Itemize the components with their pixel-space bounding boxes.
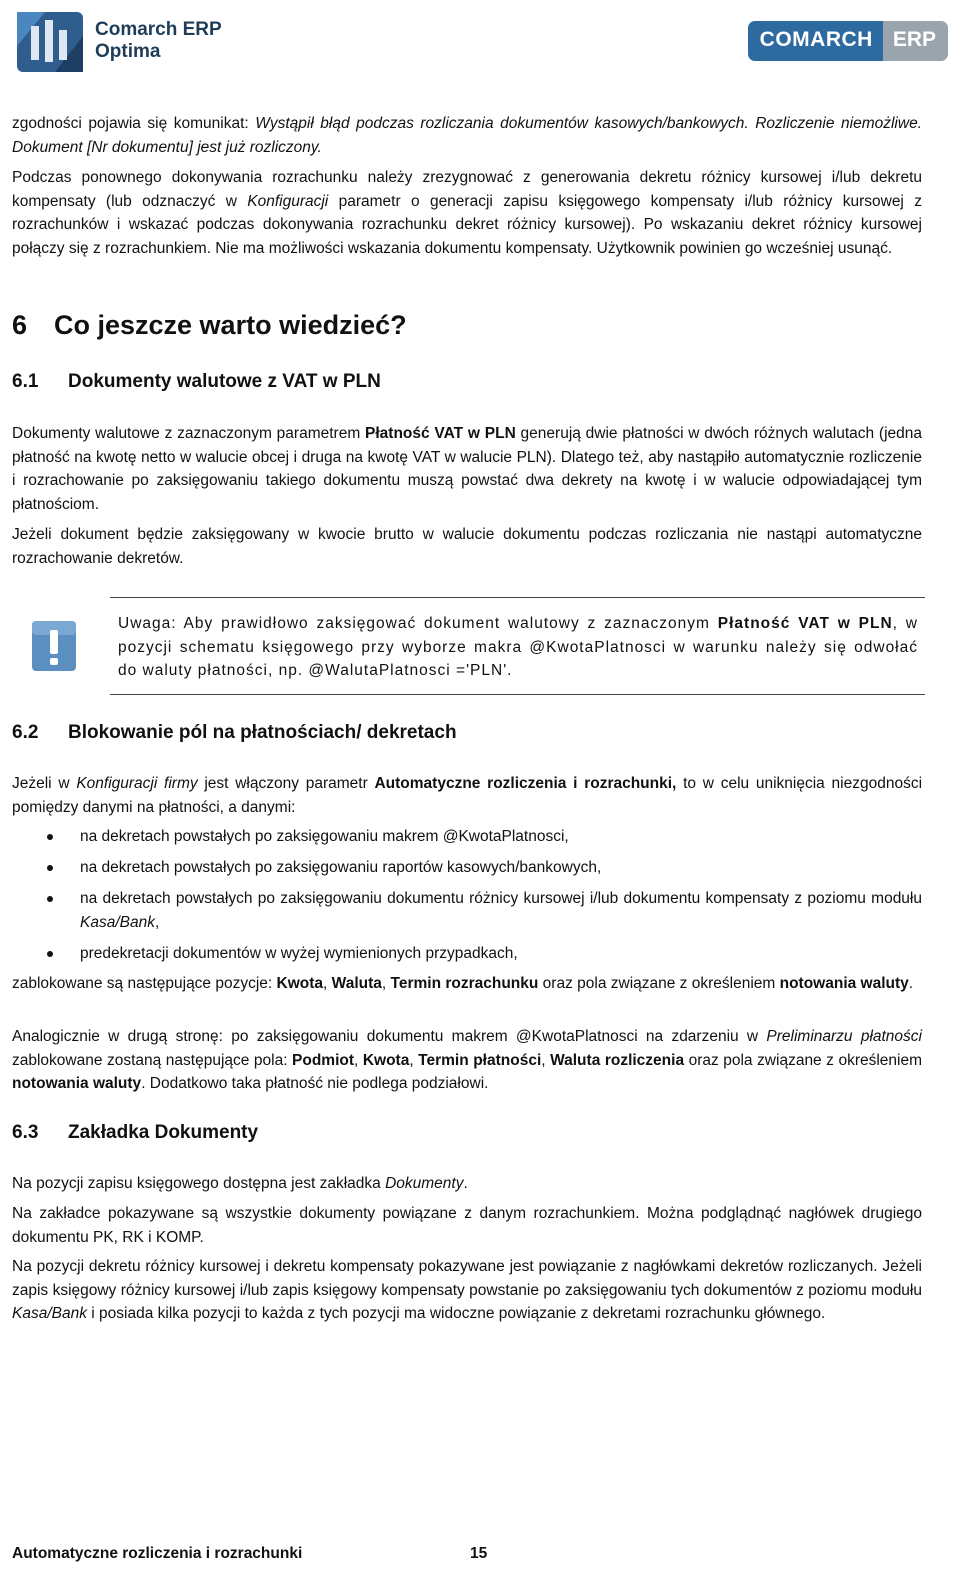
exclamation-icon	[31, 620, 77, 672]
paragraph-rozrachunek	[12, 166, 922, 260]
left-logo-line1: Comarch ERP	[95, 19, 222, 40]
italic-text: Preliminarzu płatności	[766, 1028, 922, 1045]
text: i posiada kilka pozycji to każda z tych pozycji ma widoczne powiązanie z dekretami rozrachunku głównego.	[86, 1305, 826, 1322]
bold-text: Płatność VAT w PLN	[365, 425, 516, 442]
text: , w pozycji schematu księgowego przy wyborze makra @KwotaPlatnosci w warunku należy się odwołać do waluty płatności, np. @WalutaPlatnosci ='PLN'.	[118, 615, 918, 679]
footer-title: Automatyczne rozliczenia i rozrachunki	[12, 1545, 303, 1562]
text: generują dwie płatności w dwóch różnych walutach (jedna płatność na kwotę netto w walucie obcej i druga na kwotę VAT w walucie PLN). Dlatego też, aby nastąpiło automatycznie rozliczenie i rozrachowanie po zaksięgowaniu takiego dokumentu muszą powstać dwa dekrety na kwotę i w walucie odpowiadającej tym płatnościom.	[12, 425, 922, 513]
text: . Dodatkowo taka płatność nie podlega podziałowi.	[141, 1075, 489, 1092]
section-number: 6.3	[12, 1122, 39, 1143]
bold-text: Waluta rozliczenia	[550, 1051, 685, 1069]
section-6-3-heading	[12, 1122, 258, 1144]
text: ,	[154, 913, 160, 931]
text: zablokowane są następujące pozycje:	[12, 975, 277, 992]
bold-text: notowania waluty	[12, 1075, 142, 1092]
section-number: 6.2	[12, 722, 39, 743]
text: Na pozycji zapisu księgowego dostępna jest zakładka	[12, 1175, 386, 1192]
bold-text: Podmiot	[292, 1051, 355, 1069]
note-box	[110, 597, 925, 695]
text: ,	[381, 975, 391, 992]
paragraph-top	[12, 112, 922, 159]
paragraph-naglowek: Na zakładce pokazywane są wszystkie dokumenty powiązane z danym rozrachunkiem. Można podglądnąć nagłówek drugiego dokumentu PK, RK i KOMP.	[12, 1205, 922, 1246]
page-footer	[12, 1545, 488, 1563]
section-title: Co jeszcze warto wiedzieć?	[54, 310, 407, 340]
text: to w celu uniknięcia niezgodności pomiędzy danymi na płatności, a danymi:	[12, 775, 923, 816]
italic-text: Wystąpił błąd podczas rozliczania dokumentów kasowych/bankowych. Rozliczenie niemożliwe. Dokument [Nr dokumentu] jest już rozliczony.	[12, 115, 922, 156]
text: na dekretach powstałych po zaksięgowaniu raportów kasowych/bankowych,	[80, 859, 602, 876]
section-6-1-heading	[12, 371, 381, 393]
section-number: 6	[12, 310, 28, 340]
bold-text: notowania waluty	[779, 975, 909, 992]
paragraph-dekret-kompensaty	[12, 1255, 922, 1326]
text: ,	[409, 1051, 419, 1069]
bold-text: Kwota	[276, 975, 324, 992]
bullet-dot-icon	[47, 865, 53, 871]
list-item	[80, 942, 922, 966]
paragraph-brutto: Jeżeli dokument będzie zaksięgowany w kwocie brutto w walucie dokumentu podczas rozliczania nie nastąpi automatyczne rozrachowanie dekretów.	[12, 526, 922, 567]
italic-text: Dokumenty	[385, 1175, 464, 1192]
text: jest włączony parametr	[197, 775, 375, 792]
text: Podczas ponownego dokonywania rozrachunku należy zrezygnować z generowania dekretu różnicy kursowej i/lub dekretu kompensaty (lub odznaczyć w	[12, 169, 922, 210]
bold-text: Kwota	[362, 1051, 410, 1069]
right-logo-suffix: ERP	[883, 21, 948, 61]
text: ,	[541, 1051, 551, 1069]
paragraph-analogicznie	[12, 1025, 922, 1096]
text: ,	[354, 1051, 363, 1069]
text: Jeżeli w	[12, 775, 77, 792]
text: .	[463, 1175, 468, 1192]
text: zgodności pojawia się komunikat:	[12, 115, 256, 132]
text: Dokumenty walutowe z zaznaczonym parametrem	[12, 425, 366, 442]
list-item	[80, 887, 922, 934]
section-number: 6.1	[12, 371, 39, 392]
text: oraz pola związane z określeniem	[538, 975, 780, 992]
comarch-erp-logo	[748, 21, 948, 61]
optima-logo-icon	[15, 6, 85, 76]
text: oraz pola związane z określeniem	[684, 1051, 923, 1069]
text: Uwaga: Aby prawidłowo zaksięgować dokument walutowy z zaznaczonym	[118, 615, 718, 632]
bold-text: Waluta	[331, 975, 382, 992]
left-logo-line2: Optima	[95, 41, 161, 62]
text: Na pozycji dekretu różnicy kursowej i dekretu kompensaty pokazywane jest powiązanie z nagłówkami dekretów rozliczanych. Jeżeli zapis księgowy różnicy kursowej i/lub zapis księgowy kompensaty powstanie po zaksięgowaniu tych dokumentów z poziomu modułu	[12, 1258, 922, 1299]
list-item	[80, 825, 922, 849]
list-item	[80, 856, 922, 880]
bold-text: Automatyczne rozliczenia i rozrachunki,	[374, 775, 677, 792]
bold-text: Płatność VAT w PLN	[717, 615, 893, 632]
text: predekretacji dokumentów w wyżej wymienionych przypadkach,	[80, 945, 518, 962]
section-title: Zakładka Dokumenty	[68, 1122, 259, 1143]
bold-text: Termin płatności	[418, 1051, 542, 1069]
text: .	[908, 975, 914, 992]
text: na dekretach powstałych po zaksięgowaniu dokumentu różnicy kursowej i/lub dokumentu kompensaty z poziomu modułu	[80, 890, 922, 907]
text: na dekretach powstałych po zaksięgowaniu makrem @KwotaPlatnosci,	[80, 828, 569, 845]
paragraph-platnosc-vat	[12, 422, 922, 516]
bullet-dot-icon	[47, 834, 53, 840]
text: zablokowane zostaną następujące pola:	[12, 1051, 293, 1069]
italic-text: Kasa/Bank	[80, 913, 155, 931]
text: Analogicznie w drugą stronę: po zaksięgowaniu dokumentu makrem @KwotaPlatnosci na zdarzeniu w	[12, 1028, 767, 1045]
section-title: Dokumenty walutowe z VAT w PLN	[68, 371, 381, 392]
section-6-2-heading	[12, 722, 457, 744]
page-number: 15	[470, 1545, 488, 1562]
text: parametr o generacji zapisu księgowego kompensaty i/lub różnicy kursowej z rozrachunków i wskazać podczas dokonywania rozrachunku dekret różnicy kursowej). Po wskazaniu dekret różnicy kursowej połączy się z rozrachunkiem. Nie ma możliwości wskazania dokumentu kompensaty. Użytkownik powinien go wcześniej usunąć.	[12, 192, 922, 257]
bullet-dot-icon	[47, 951, 53, 957]
left-logo-text	[95, 19, 222, 63]
italic-text: Konfiguracji	[247, 192, 329, 210]
section-title: Blokowanie pól na płatnościach/ dekretach	[68, 722, 457, 743]
text: ,	[323, 975, 332, 992]
italic-text: Konfiguracji firmy	[76, 775, 198, 792]
paragraph-zablokowane	[12, 972, 922, 996]
paragraph-konfiguracja-firmy	[12, 772, 922, 819]
bold-text: Termin rozrachunku	[390, 975, 539, 992]
bullet-dot-icon	[47, 896, 53, 902]
italic-text: Kasa/Bank	[12, 1305, 87, 1322]
section-6-heading	[12, 310, 407, 341]
right-logo-main: COMARCH	[748, 21, 883, 61]
note-text	[118, 612, 918, 683]
comarch-erp-optima-logo	[15, 6, 222, 76]
paragraph-zakladka	[12, 1172, 922, 1196]
